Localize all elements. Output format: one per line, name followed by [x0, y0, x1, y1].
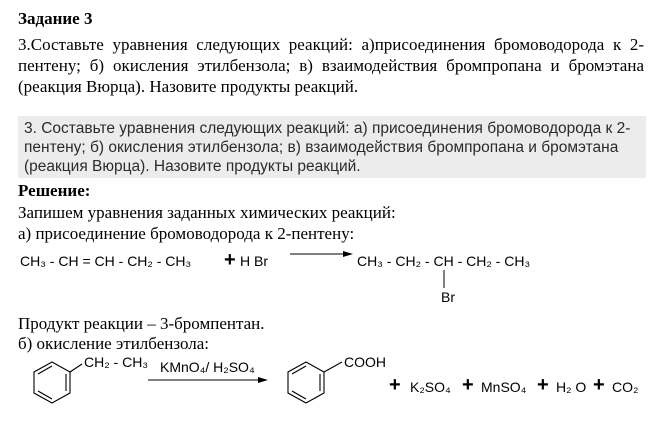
eq-b-mnso4: MnSO₄: [481, 379, 527, 395]
part-a-label: а) присоединение бромоводорода к 2-пентену:: [18, 224, 355, 243]
eq-a-product: CH₃ - CH₂ - CH - CH₂ - CH₃: [357, 253, 531, 269]
eq-b-plus-1: +: [389, 374, 401, 396]
product-a-text: Продукт реакции – 3-бромпентан.: [18, 314, 265, 333]
reaction-arrow-b: [148, 377, 268, 383]
benzene-ring-product: [288, 362, 342, 403]
scanned-task-text: 3. Составьте уравнения следующих реакций: а) присоединения бромоводорода к 2-пентену; б) окисления этилбензола; в) взаимодействия бромпропана и бромэтана (реакция Вюрца). Назовите продукты реакций.: [24, 120, 631, 175]
eq-a-reactant: CH₃ - CH = CH - CH₂ - CH₃: [20, 253, 192, 269]
eq-b-side-chain: CH₂ - CH₃: [84, 354, 149, 370]
part-b-label: б) окисление этилбензола:: [18, 334, 210, 353]
eq-b-plus-3: +: [537, 374, 549, 396]
eq-b-k2so4: K₂SO₄: [410, 379, 451, 395]
eq-b-product-group: COOH: [344, 354, 386, 370]
eq-b-plus-2: +: [462, 374, 474, 396]
solution-heading: Решение:: [18, 181, 91, 200]
task-text: 3.Составьте уравнения следующих реакций: а)присоединения бромоводорода к 2-пентену; б) окисления этилбензола; в) взаимодействия бромпропана и бромэтана (реакция Вюрца). Назовите продукты реакций.: [18, 35, 644, 96]
eq-b-co2: CO₂: [612, 379, 639, 395]
eq-a-plus: +: [224, 249, 236, 271]
eq-a-substituent: Br: [441, 289, 455, 305]
solution-intro: Запишем уравнения заданных химических реакций:: [18, 203, 396, 222]
reaction-arrow-a: [290, 251, 353, 257]
eq-b-h2o: H₂ O: [556, 379, 587, 395]
eq-a-reagent: H Br: [240, 253, 268, 269]
task-heading: Задание 3: [18, 9, 93, 28]
eq-b-reagent: KMnO₄/ H₂SO₄: [160, 359, 255, 375]
eq-b-plus-4: +: [593, 374, 605, 396]
benzene-ring-reactant: [34, 362, 82, 403]
